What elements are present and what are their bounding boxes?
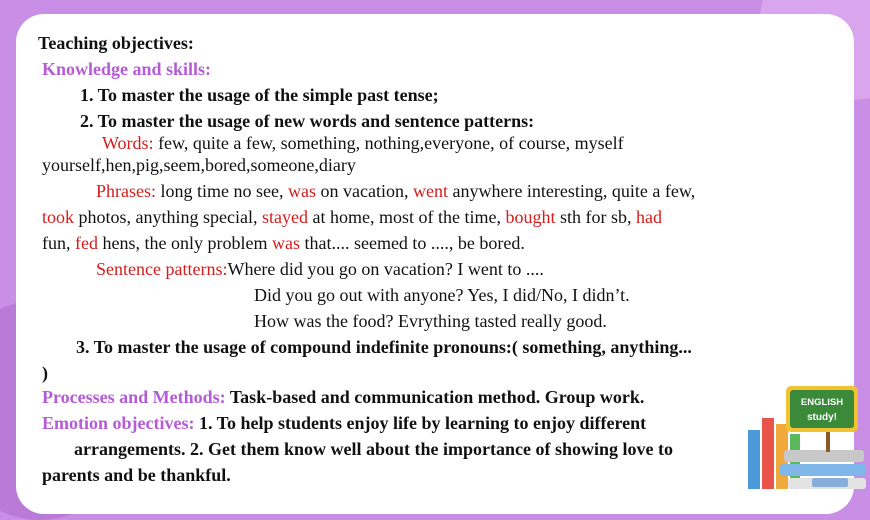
sign-text-line-2: study! <box>807 412 837 423</box>
emotion-label: Emotion objectives: <box>42 413 195 433</box>
objective-1: 1. To master the usage of the simple past tense; <box>80 85 439 105</box>
sign-text-line-1: ENGLISH <box>800 397 844 408</box>
processes-line <box>42 386 644 408</box>
objective-3-close: ) <box>42 363 48 383</box>
phrase-text: anywhere interesting, quite a few, <box>447 181 696 201</box>
emotion-line-3: parents and be thankful. <box>42 465 231 485</box>
book-spine <box>762 418 774 489</box>
sign-post <box>826 430 830 452</box>
phrases-label: Phrases: <box>96 181 156 201</box>
phrase-highlight: had <box>635 207 662 227</box>
phrase-highlight: stayed <box>262 207 308 227</box>
sentence-line-1 <box>96 258 544 280</box>
phrase-text: that.... seemed to ...., be bored. <box>299 233 525 253</box>
emotion-line-1 <box>42 412 646 434</box>
phrase-highlight: was <box>287 181 316 201</box>
sentence-line-2: Did you go out with anyone? Yes, I did/No, I didn’t. <box>254 285 630 305</box>
logo-badge <box>812 478 848 487</box>
phrases-line-1 <box>96 180 695 202</box>
objective-2: 2. To master the usage of new words and sentence patterns: <box>80 111 535 131</box>
phrase-highlight: took <box>42 207 75 227</box>
phrase-text: long time no see, <box>156 181 288 201</box>
processes-label: Processes and Methods: <box>42 387 226 407</box>
knowledge-heading: Knowledge and skills: <box>42 59 212 79</box>
phrase-text: at home, most of the time, <box>307 207 506 227</box>
books-illustration <box>722 378 870 489</box>
phrase-highlight: bought <box>505 207 556 227</box>
emotion-text: 1. To help students enjoy life by learning to enjoy different <box>194 413 647 433</box>
words-text: few, quite a few, something, nothing,everyone, of course, myself <box>153 133 624 153</box>
phrase-text: hens, the only problem <box>97 233 272 253</box>
phrase-highlight: was <box>271 233 300 253</box>
words-line-1 <box>102 132 624 154</box>
sentence-line-3: How was the food? Evrything tasted really good. <box>254 311 607 331</box>
processes-text: Task-based and communication method. Group work. <box>225 387 645 407</box>
phrase-text: on vacation, <box>315 181 413 201</box>
sentence-text: Where did you go on vacation? I went to .... <box>227 259 544 279</box>
stacked-book <box>780 464 866 476</box>
phrase-highlight: went <box>412 181 448 201</box>
phrases-line-2 <box>42 206 662 228</box>
phrases-line-3 <box>42 232 525 254</box>
phrase-highlight: fed <box>75 233 98 253</box>
page-title: Teaching objectives: <box>38 33 194 53</box>
stacked-book <box>784 450 864 462</box>
phrase-text: photos, anything special, <box>74 207 262 227</box>
phrase-text: fun, <box>42 233 75 253</box>
words-label: Words: <box>102 133 154 153</box>
words-line-2: yourself,hen,pig,seem,bored,someone,diary <box>42 155 356 175</box>
emotion-line-2: arrangements. 2. Get them know well about the importance of showing love to <box>74 439 673 459</box>
objective-3: 3. To master the usage of compound indefinite pronouns:( something, anything... <box>76 337 692 357</box>
sentence-patterns-label: Sentence patterns: <box>96 259 228 279</box>
book-spine <box>748 430 760 489</box>
phrase-text: sth for sb, <box>555 207 636 227</box>
